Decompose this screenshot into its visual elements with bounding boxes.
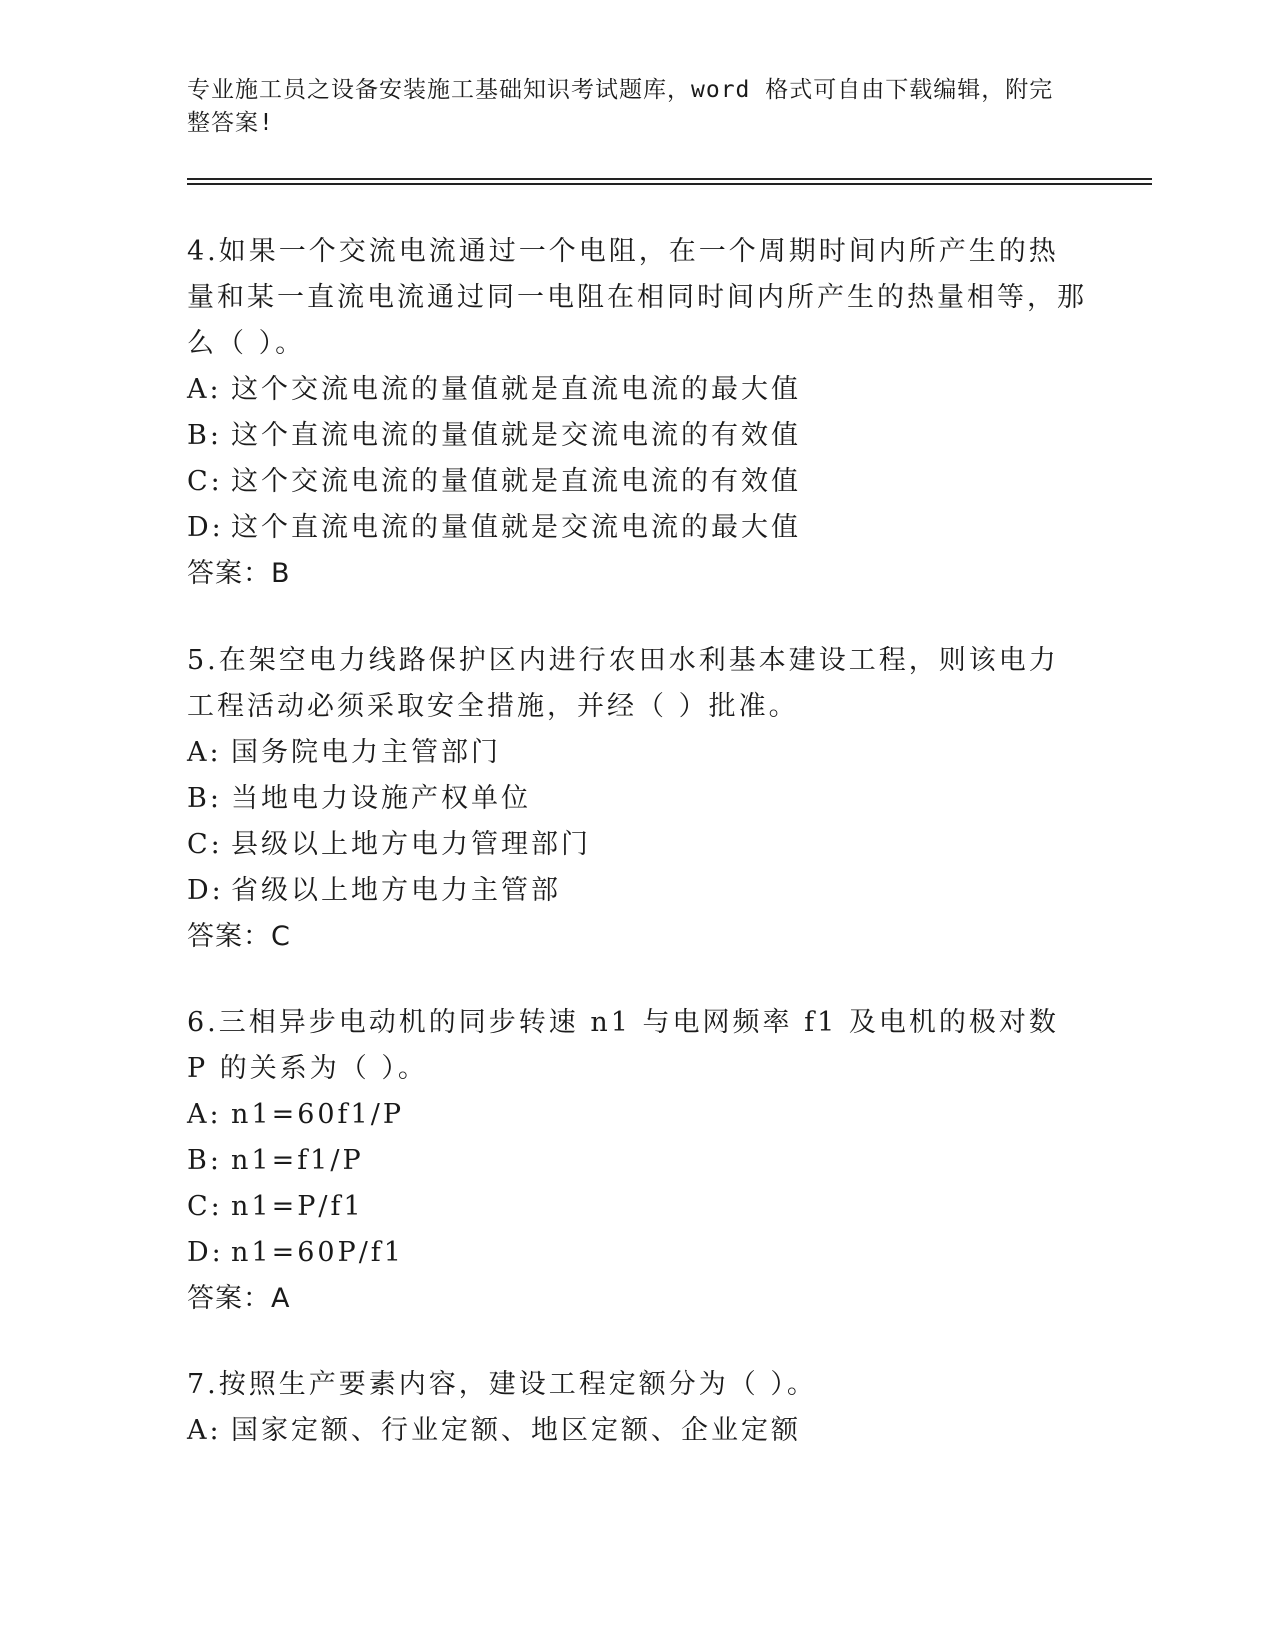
option-b (187, 1138, 1087, 1184)
option-a (187, 730, 1087, 776)
option-text: 当地电力设施产权单位 (231, 783, 531, 814)
question-text: 7.按照生产要素内容，建设工程定额分为（ ）。 (187, 1369, 817, 1400)
option-letter: A: (187, 737, 222, 768)
option-text: n1=60P/f1 (231, 1237, 404, 1268)
option-b (187, 413, 1087, 459)
option-letter: A: (187, 1099, 222, 1130)
option-text: 这个直流电流的量值就是交流电流的最大值 (231, 512, 801, 543)
option-c (187, 459, 1087, 505)
option-text: 国家定额、行业定额、地区定额、企业定额 (231, 1415, 801, 1446)
document-header: 专业施工员之设备安装施工基础知识考试题库，word 格式可自由下载编辑，附完整答案! (187, 77, 1054, 136)
option-a (187, 1092, 1087, 1138)
option-text: n1=f1/P (231, 1145, 364, 1176)
option-text: 国务院电力主管部门 (231, 737, 501, 768)
option-d (187, 505, 1087, 551)
option-text: 县级以上地方电力管理部门 (231, 829, 591, 860)
answer-label: 答案：C (187, 921, 291, 952)
option-d (187, 868, 1087, 914)
option-letter: D: (187, 875, 224, 906)
option-letter: A: (187, 374, 222, 405)
question-text: 6.三相异步电动机的同步转速 n1 与电网频率 f1 及电机的极对数 P 的关系为（ ）。 (187, 1007, 1059, 1084)
option-letter: B: (187, 783, 222, 814)
header-divider-bottom (187, 183, 1152, 185)
header-divider-top (187, 178, 1152, 180)
option-text: 这个交流电流的量值就是直流电流的最大值 (231, 374, 801, 405)
option-letter: A: (187, 1415, 222, 1446)
option-letter: B: (187, 1145, 222, 1176)
question-5 (187, 638, 1087, 960)
question-6 (187, 1000, 1087, 1322)
option-c (187, 822, 1087, 868)
option-a (187, 367, 1087, 413)
option-letter: B: (187, 420, 222, 451)
answer-label: 答案：A (187, 1283, 291, 1314)
option-text: n1=60f1/P (231, 1099, 404, 1130)
option-d (187, 1230, 1087, 1276)
option-text: 这个交流电流的量值就是直流电流的有效值 (231, 466, 801, 497)
question-7 (187, 1362, 1087, 1454)
option-letter: C: (187, 466, 223, 497)
option-text: 这个直流电流的量值就是交流电流的有效值 (231, 420, 801, 451)
option-letter: D: (187, 512, 224, 543)
option-a (187, 1408, 1087, 1454)
option-b (187, 776, 1087, 822)
answer-label: 答案：B (187, 558, 291, 589)
question-4 (187, 229, 1087, 597)
question-text: 4.如果一个交流电流通过一个电阻，在一个周期时间内所产生的热量和某一直流电流通过同一电阻在相同时间内所产生的热量相等，那么（ ）。 (187, 236, 1087, 359)
option-letter: C: (187, 1191, 223, 1222)
option-c (187, 1184, 1087, 1230)
option-text: n1=P/f1 (231, 1191, 364, 1222)
question-text: 5.在架空电力线路保护区内进行农田水利基本建设工程，则该电力工程活动必须采取安全措施，并经（ ）批准。 (187, 645, 1059, 722)
option-letter: C: (187, 829, 223, 860)
option-letter: D: (187, 1237, 224, 1268)
option-text: 省级以上地方电力主管部 (231, 875, 561, 906)
